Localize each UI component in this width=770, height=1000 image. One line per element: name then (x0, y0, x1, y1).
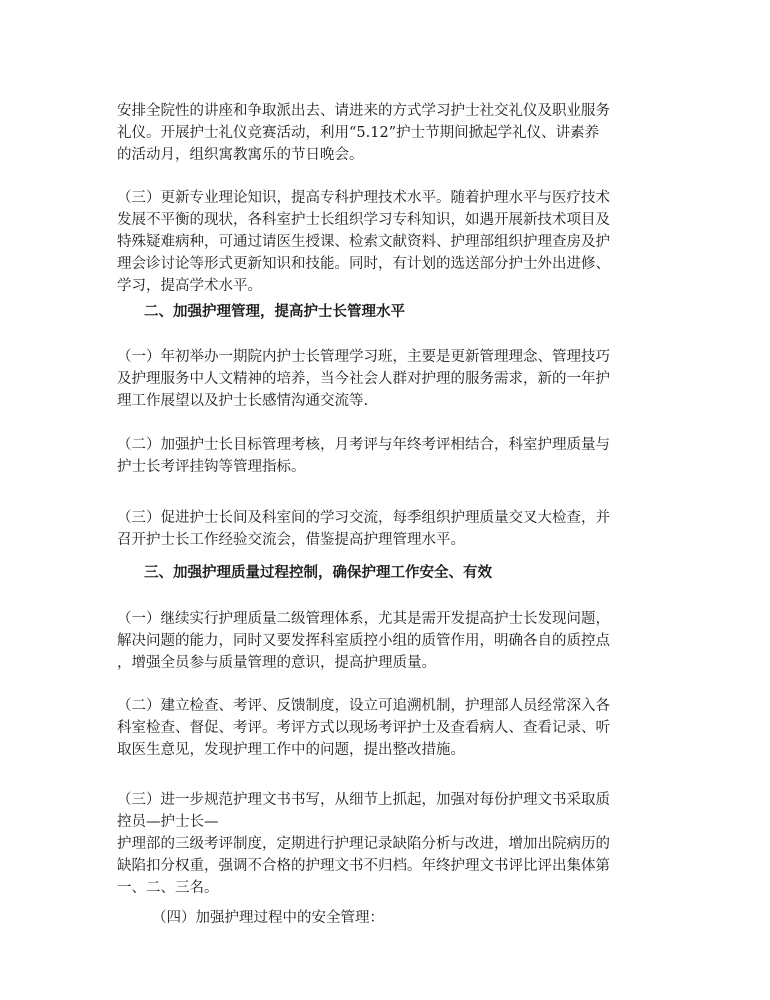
text-line: 一、二、三名。 (117, 880, 219, 896)
text-line: 护理部的三级考评制度，定期进行护理记录缺陷分析与改进，增加出院病历的 (117, 836, 610, 852)
section-heading: 三、加强护理质量过程控制，确保护理工作安全、有效 (144, 564, 492, 581)
text-line: （三）进一步规范护理文书书写，从细节上抓起，加强对每份护理文书采取质 (117, 792, 610, 808)
text-line: （一）继续实行护理质量二级管理体系，尤其是需开发提高护士长发现问题， (117, 611, 610, 627)
text-line: 理会诊讨论等形式更新知识和技能。同时，有计划的选送部分护士外出进修、 (117, 256, 610, 272)
text-line: （三）促进护士长间及科室间的学习交流，每季组织护理质量交叉大检查，并 (117, 510, 610, 526)
text-line: 缺陷扣分权重，强调不合格的护理文书不归档。年终护理文书评比评出集体第 (117, 858, 610, 874)
text-line: （三）更新专业理论知识，提高专科护理技术水平。随着护理水平与医疗技术 (117, 190, 610, 206)
text-line: 安排全院性的讲座和争取派出去、请进来的方式学习护士社交礼仪及职业服务 (117, 103, 610, 119)
text-line: 学习，提高学术水平。 (117, 278, 262, 294)
section-heading: 二、加强护理管理，提高护士长管理水平 (144, 303, 405, 320)
text-line: 特殊疑难病种，可通过请医生授课、检索文献资料、护理部组织护理查房及护 (117, 234, 610, 250)
text-line: 礼仪。开展护士礼仪竞赛活动，利用“5.12”护士节期间掀起学礼仪、讲素养 (117, 125, 600, 141)
text-line: （一）年初举办一期院内护士长管理学习班，主要是更新管理理念、管理技巧 (117, 349, 610, 365)
text-line: （四）加强护理过程中的安全管理： (152, 910, 384, 926)
text-line: （二）加强护士长目标管理考核，月考评与年终考评相结合，科室护理质量与 (117, 437, 610, 453)
text-line: 发展不平衡的现状，各科室护士长组织学习专科知识，如遇开展新技术项目及 (117, 212, 610, 228)
text-line: 及护理服务中人文精神的培养，当今社会人群对护理的服务需求，新的一年护 (117, 371, 610, 387)
text-line: 的活动月，组织寓教寓乐的节日晚会。 (117, 147, 364, 163)
text-line: 解决问题的能力，同时又要发挥科室质控小组的质管作用，明确各自的质控点 (117, 633, 610, 649)
text-line: 护士长考评挂钩等管理指标。 (117, 459, 306, 475)
text-line: ，增强全员参与质量管理的意识，提高护理质量。 (117, 655, 436, 671)
text-line: 召开护士长工作经验交流会，借鉴提高护理管理水平。 (117, 532, 465, 548)
text-line: （二）建立检查、考评、反馈制度，设立可追溯机制，护理部人员经常深入各 (117, 698, 610, 714)
text-line: 理工作展望以及护士长感情沟通交流等. (117, 393, 369, 409)
text-line: 科室检查、督促、考评。考评方式以现场考评护士及查看病人、查看记录、听 (117, 720, 610, 736)
text-line: 控员—护士长— (117, 814, 219, 830)
text-line: 取医生意见，发现护理工作中的问题，提出整改措施。 (117, 742, 465, 758)
